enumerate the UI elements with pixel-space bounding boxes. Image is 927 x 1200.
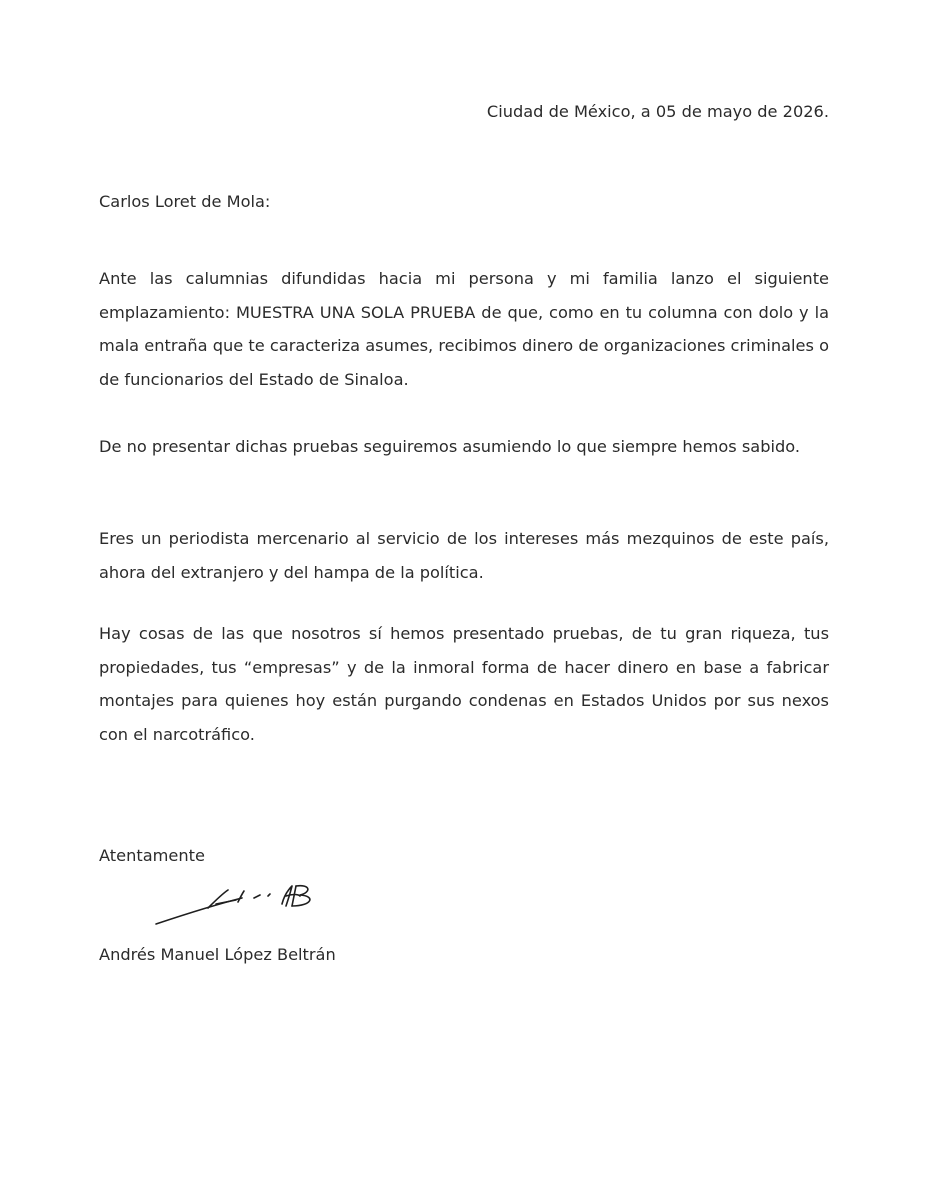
body-paragraph-3: Eres un periodista mercenario al servicio de los intereses más mezquinos de este país, ahora del extranjero y del hampa de la política. bbox=[99, 529, 829, 582]
body-paragraph-4: Hay cosas de las que nosotros sí hemos presentado pruebas, de tu gran riqueza, tus propiedades, tus “empresas” y de la inmoral forma de hacer dinero en base a fabricar montajes para quienes hoy están purgando condenas en Estados Unidos por sus nexos con el narcotráfico. bbox=[99, 624, 829, 744]
date-line: Ciudad de México, a 05 de mayo de 2026. bbox=[486, 102, 829, 121]
closing: Atentamente bbox=[99, 846, 205, 865]
signer-name: Andrés Manuel López Beltrán bbox=[99, 945, 336, 964]
body-paragraph-2: De no presentar dichas pruebas seguiremos asumiendo lo que siempre hemos sabido. bbox=[99, 437, 801, 456]
handwritten-signature bbox=[150, 882, 325, 932]
body-paragraph-1: Ante las calumnias difundidas hacia mi persona y mi familia lanzo el siguiente emplazamiento: MUESTRA UNA SOLA PRUEBA de que, como en tu columna con dolo y la mala entraña que te caracteriza asumes, recibimos dinero de organizaciones criminales o de funcionarios del Estado de Sinaloa. bbox=[99, 269, 829, 389]
salutation: Carlos Loret de Mola: bbox=[99, 192, 271, 211]
